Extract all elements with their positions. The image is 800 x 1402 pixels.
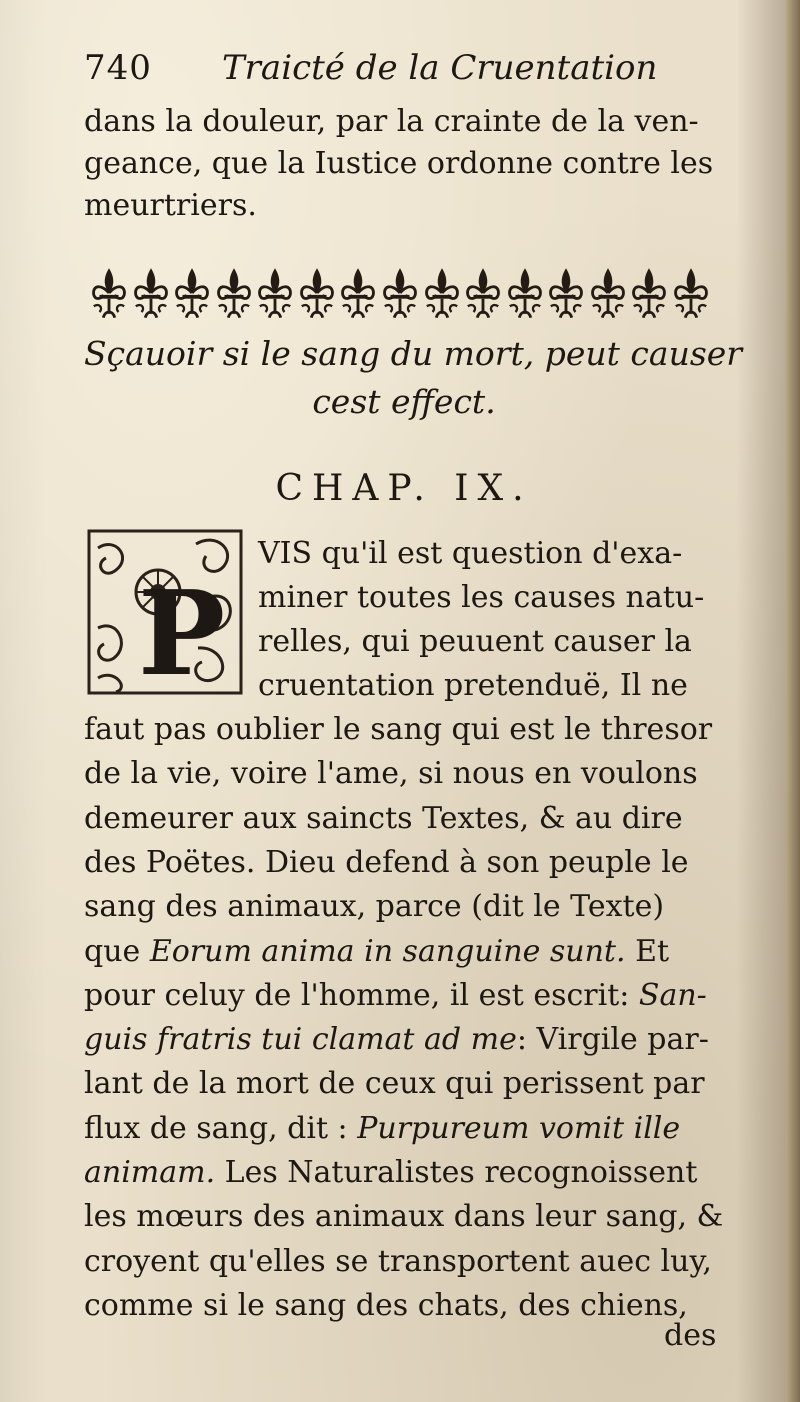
text-run: sang des animaux, parce (dit le Texte) [84, 889, 665, 925]
text-line [84, 1111, 724, 1147]
text-line [84, 1155, 724, 1191]
text-line [84, 1066, 724, 1102]
fleur-de-lis-icon [672, 264, 710, 322]
fleur-de-lis-icon [423, 264, 461, 322]
text-line [84, 712, 724, 748]
text-line [84, 1022, 724, 1058]
text-line [84, 978, 724, 1014]
fleur-de-lis-icon [464, 264, 502, 322]
text-line [84, 934, 724, 970]
page-number: 740 [84, 48, 152, 88]
text-line: miner toutes les causes natu- [258, 580, 705, 615]
fleur-de-lis-icon [256, 264, 294, 322]
text-line: VIS qu'il est question d'exa- [258, 536, 683, 571]
fleur-de-lis-icon [90, 264, 128, 322]
fleur-de-lis-icon [173, 264, 211, 322]
text-line [84, 845, 724, 881]
text-run: demeurer aux saincts Textes, & au dire [84, 800, 683, 836]
fleur-de-lis-icon [339, 264, 377, 322]
fleur-de-lis-icon [506, 264, 544, 322]
text-line [84, 756, 724, 792]
text-run: Et [625, 933, 670, 969]
section-title-line-2: cest effect. [312, 382, 496, 421]
drop-cap-letter: P [138, 566, 226, 696]
fleur-de-lis-icon [547, 264, 585, 322]
italic-run: Purpureum vomit ille [357, 1110, 681, 1146]
text-run: les mœurs des animaux dans leur sang, & [84, 1199, 724, 1235]
drop-cap-ornament [86, 528, 244, 696]
page-header [84, 48, 724, 98]
text-line [84, 1244, 724, 1280]
text-line: meurtriers. [84, 188, 257, 223]
text-line [84, 1288, 724, 1324]
fleur-de-lis-icon [381, 264, 419, 322]
text-run: flux de sang, dit : [84, 1110, 358, 1146]
text-run: comme si le sang des chats, des chiens, [84, 1287, 688, 1323]
text-run: des Poëtes. Dieu defend à son peuple le [84, 844, 689, 880]
page-edge [786, 0, 800, 1402]
italic-run: Eorum anima in sanguine sunt. [149, 933, 626, 969]
fleur-de-lis-icon [215, 264, 253, 322]
fleur-de-lis-icon [630, 264, 668, 322]
fleur-de-lis-icon [589, 264, 627, 322]
text-line: relles, qui peuuent causer la [258, 624, 692, 659]
text-line: dans la douleur, par la crainte de la ven- [84, 104, 699, 139]
fleur-de-lis-icon [298, 264, 336, 322]
text-run: croyent qu'elles se transportent auec luy, [84, 1243, 712, 1279]
text-run: pour celuy de l'homme, il est escrit: [84, 977, 639, 1013]
running-title: Traicté de la Cruentation [222, 48, 658, 88]
text-line: geance, que la Iustice ordonne contre les [84, 146, 714, 181]
text-run: que [84, 933, 150, 969]
fleuron-ornament-row [90, 262, 710, 324]
fleur-de-lis-icon [132, 264, 170, 322]
italic-run: San- [638, 977, 707, 1013]
text-line [84, 1199, 724, 1235]
italic-run: guis fratris tui clamat ad me [84, 1022, 517, 1058]
section-title-line-1: Sçauoir si le sang du mort, peut causer [84, 334, 743, 373]
catchword: des [664, 1318, 717, 1353]
text-run: Les Naturalistes recognoissent [215, 1155, 698, 1190]
text-line [84, 801, 724, 837]
text-run: faut pas oublier le sang qui est le thresor [84, 712, 713, 747]
text-line: cruentation pretenduë, Il ne [258, 668, 688, 703]
text-run: : Virgile par- [516, 1022, 709, 1058]
text-line [84, 889, 724, 925]
italic-run: animam. [84, 1155, 216, 1190]
text-run: de la vie, voire l'ame, si nous en voulons [84, 756, 698, 792]
chapter-heading: CHAP. IX. [275, 468, 533, 509]
text-run: lant de la mort de ceux qui perissent par [84, 1066, 705, 1102]
